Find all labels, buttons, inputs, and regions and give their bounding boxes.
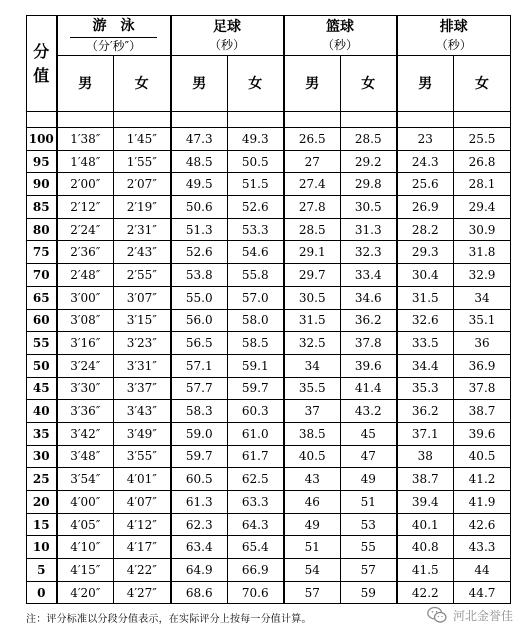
value-cell: 59.1 (228, 354, 284, 377)
score-cell: 30 (27, 445, 57, 468)
value-cell: 37.1 (397, 422, 454, 445)
value-cell: 2′43″ (114, 241, 171, 264)
value-cell: 58.3 (171, 400, 228, 423)
value-cell: 35.1 (454, 309, 511, 332)
score-cell: 90 (27, 173, 57, 196)
value-cell: 37.8 (341, 332, 397, 355)
value-cell: 4′17″ (114, 536, 171, 559)
swimming-title: 游 泳 (92, 18, 135, 34)
score-header (27, 16, 57, 112)
value-cell: 65.4 (228, 536, 284, 559)
score-cell: 95 (27, 150, 57, 173)
value-cell: 26.8 (454, 150, 511, 173)
value-cell: 59.0 (171, 422, 228, 445)
value-cell: 30.5 (284, 286, 341, 309)
value-cell: 63.4 (171, 536, 228, 559)
value-cell: 57.0 (228, 286, 284, 309)
value-cell: 43.3 (454, 536, 511, 559)
value-cell: 41.9 (454, 491, 511, 514)
value-cell: 3′24″ (57, 354, 114, 377)
value-cell: 58.0 (228, 309, 284, 332)
value-cell: 25.5 (454, 128, 511, 151)
swimming-male-header: 男 (57, 56, 114, 112)
header-row-sports (27, 16, 511, 56)
value-cell: 2′24″ (57, 218, 114, 241)
value-cell: 1′38″ (57, 128, 114, 151)
value-cell: 4′20″ (57, 581, 114, 604)
value-cell: 34 (454, 286, 511, 309)
value-cell: 66.9 (228, 559, 284, 582)
value-cell: 48.5 (171, 150, 228, 173)
football-header (171, 16, 284, 56)
value-cell: 57.1 (171, 354, 228, 377)
value-cell: 3′00″ (57, 286, 114, 309)
value-cell: 27.4 (284, 173, 341, 196)
value-cell: 3′30″ (57, 377, 114, 400)
value-cell: 57.7 (171, 377, 228, 400)
value-cell: 4′05″ (57, 513, 114, 536)
swimming-header (57, 16, 171, 56)
swimming-female-header: 女 (114, 56, 171, 112)
value-cell: 4′10″ (57, 536, 114, 559)
table-row (27, 128, 511, 151)
value-cell: 54.6 (228, 241, 284, 264)
table-row (27, 513, 511, 536)
value-cell: 49 (284, 513, 341, 536)
value-cell: 46 (284, 491, 341, 514)
value-cell: 26.5 (284, 128, 341, 151)
value-cell: 1′48″ (57, 150, 114, 173)
value-cell: 49 (341, 468, 397, 491)
value-cell: 49.3 (228, 128, 284, 151)
value-cell: 49.5 (171, 173, 228, 196)
score-cell: 55 (27, 332, 57, 355)
value-cell: 29.2 (341, 150, 397, 173)
value-cell: 59.7 (171, 445, 228, 468)
value-cell: 51 (284, 536, 341, 559)
value-cell: 36 (454, 332, 511, 355)
score-cell: 5 (27, 559, 57, 582)
score-cell: 10 (27, 536, 57, 559)
value-cell: 54 (284, 559, 341, 582)
spacer-row (27, 112, 511, 128)
value-cell: 2′31″ (114, 218, 171, 241)
value-cell: 51.5 (228, 173, 284, 196)
value-cell: 55.8 (228, 264, 284, 287)
value-cell: 59 (341, 581, 397, 604)
table-row (27, 196, 511, 219)
value-cell: 43 (284, 468, 341, 491)
value-cell: 34.6 (341, 286, 397, 309)
volleyball-header (397, 16, 511, 56)
table-row (27, 491, 511, 514)
wechat-logo-icon (426, 604, 448, 626)
value-cell: 57 (284, 581, 341, 604)
value-cell: 38.5 (284, 422, 341, 445)
value-cell: 42.2 (397, 581, 454, 604)
value-cell: 4′22″ (114, 559, 171, 582)
value-cell: 32.9 (454, 264, 511, 287)
value-cell: 38.7 (454, 400, 511, 423)
value-cell: 3′37″ (114, 377, 171, 400)
value-cell: 3′43″ (114, 400, 171, 423)
value-cell: 35.3 (397, 377, 454, 400)
score-cell: 100 (27, 128, 57, 151)
value-cell: 62.5 (228, 468, 284, 491)
score-cell: 75 (27, 241, 57, 264)
value-cell: 57 (341, 559, 397, 582)
value-cell: 40.5 (454, 445, 511, 468)
table-row (27, 536, 511, 559)
value-cell: 31.3 (341, 218, 397, 241)
value-cell: 47 (341, 445, 397, 468)
value-cell: 3′31″ (114, 354, 171, 377)
value-cell: 40.1 (397, 513, 454, 536)
value-cell: 30.5 (341, 196, 397, 219)
table-row (27, 354, 511, 377)
value-cell: 53.8 (171, 264, 228, 287)
value-cell: 4′15″ (57, 559, 114, 582)
value-cell: 29.8 (341, 173, 397, 196)
value-cell: 34 (284, 354, 341, 377)
value-cell: 55 (341, 536, 397, 559)
value-cell: 70.6 (228, 581, 284, 604)
value-cell: 3′48″ (57, 445, 114, 468)
score-cell: 80 (27, 218, 57, 241)
value-cell: 30.4 (397, 264, 454, 287)
basketball-unit: （秒） (322, 38, 359, 52)
value-cell: 58.5 (228, 332, 284, 355)
table-row (27, 445, 511, 468)
value-cell: 3′55″ (114, 445, 171, 468)
value-cell: 61.3 (171, 491, 228, 514)
value-cell: 52.6 (228, 196, 284, 219)
table-row (27, 468, 511, 491)
score-cell: 85 (27, 196, 57, 219)
volleyball-female-header: 女 (454, 56, 511, 112)
value-cell: 44 (454, 559, 511, 582)
value-cell: 32.6 (397, 309, 454, 332)
table-row (27, 241, 511, 264)
score-cell: 50 (27, 354, 57, 377)
score-cell: 25 (27, 468, 57, 491)
table-row (27, 422, 511, 445)
value-cell: 53.3 (228, 218, 284, 241)
value-cell: 50.5 (228, 150, 284, 173)
watermark (426, 603, 513, 627)
value-cell: 60.3 (228, 400, 284, 423)
value-cell: 31.5 (397, 286, 454, 309)
value-cell: 28.2 (397, 218, 454, 241)
basketball-female-header: 女 (341, 56, 397, 112)
value-cell: 41.2 (454, 468, 511, 491)
value-cell: 37 (284, 400, 341, 423)
table-row (27, 332, 511, 355)
value-cell: 4′07″ (114, 491, 171, 514)
football-unit: （秒） (209, 38, 246, 52)
value-cell: 68.6 (171, 581, 228, 604)
value-cell: 25.6 (397, 173, 454, 196)
value-cell: 29.3 (397, 241, 454, 264)
value-cell: 2′48″ (57, 264, 114, 287)
value-cell: 30.9 (454, 218, 511, 241)
value-cell: 38 (397, 445, 454, 468)
value-cell: 45 (341, 422, 397, 445)
score-cell: 70 (27, 264, 57, 287)
value-cell: 28.5 (341, 128, 397, 151)
value-cell: 40.5 (284, 445, 341, 468)
score-cell: 40 (27, 400, 57, 423)
table-row (27, 377, 511, 400)
table-row (27, 581, 511, 604)
score-cell: 0 (27, 581, 57, 604)
value-cell: 39.6 (454, 422, 511, 445)
value-cell: 44.7 (454, 581, 511, 604)
value-cell: 29.1 (284, 241, 341, 264)
value-cell: 56.0 (171, 309, 228, 332)
value-cell: 50.6 (171, 196, 228, 219)
value-cell: 43.2 (341, 400, 397, 423)
value-cell: 63.3 (228, 491, 284, 514)
value-cell: 36.2 (397, 400, 454, 423)
value-cell: 27 (284, 150, 341, 173)
volleyball-male-header: 男 (397, 56, 454, 112)
swimming-unit: （分′秒″） (70, 37, 157, 52)
value-cell: 41.4 (341, 377, 397, 400)
value-cell: 34.4 (397, 354, 454, 377)
value-cell: 55.0 (171, 286, 228, 309)
value-cell: 37.8 (454, 377, 511, 400)
value-cell: 3′15″ (114, 309, 171, 332)
value-cell: 32.5 (284, 332, 341, 355)
value-cell: 47.3 (171, 128, 228, 151)
value-cell: 23 (397, 128, 454, 151)
table-row (27, 559, 511, 582)
value-cell: 26.9 (397, 196, 454, 219)
volleyball-title: 排球 (439, 19, 468, 35)
value-cell: 60.5 (171, 468, 228, 491)
score-table (26, 15, 511, 604)
footer-note: 注：评分标准以分段分值表示，在实际评分上按每一分值计算。 (26, 614, 312, 625)
value-cell: 4′27″ (114, 581, 171, 604)
value-cell: 38.7 (397, 468, 454, 491)
value-cell: 24.3 (397, 150, 454, 173)
basketball-header (284, 16, 397, 56)
value-cell: 39.4 (397, 491, 454, 514)
value-cell: 4′00″ (57, 491, 114, 514)
value-cell: 36.9 (454, 354, 511, 377)
value-cell: 3′08″ (57, 309, 114, 332)
value-cell: 29.4 (454, 196, 511, 219)
basketball-male-header: 男 (284, 56, 341, 112)
value-cell: 2′55″ (114, 264, 171, 287)
value-cell: 42.6 (454, 513, 511, 536)
value-cell: 1′45″ (114, 128, 171, 151)
value-cell: 35.5 (284, 377, 341, 400)
value-cell: 28.5 (284, 218, 341, 241)
score-cell: 65 (27, 286, 57, 309)
value-cell: 3′42″ (57, 422, 114, 445)
football-title: 足球 (213, 19, 241, 35)
value-cell: 51.3 (171, 218, 228, 241)
score-cell: 20 (27, 491, 57, 514)
value-cell: 52.6 (171, 241, 228, 264)
value-cell: 27.8 (284, 196, 341, 219)
table-row (27, 218, 511, 241)
value-cell: 2′00″ (57, 173, 114, 196)
value-cell: 56.5 (171, 332, 228, 355)
value-cell: 31.5 (284, 309, 341, 332)
value-cell: 3′54″ (57, 468, 114, 491)
value-cell: 33.4 (341, 264, 397, 287)
value-cell: 51 (341, 491, 397, 514)
value-cell: 61.7 (228, 445, 284, 468)
value-cell: 59.7 (228, 377, 284, 400)
football-female-header: 女 (228, 56, 284, 112)
volleyball-unit: （秒） (435, 38, 472, 52)
value-cell: 32.3 (341, 241, 397, 264)
value-cell: 3′16″ (57, 332, 114, 355)
score-header-label: 分值 (33, 41, 50, 85)
value-cell: 64.3 (228, 513, 284, 536)
score-cell: 60 (27, 309, 57, 332)
score-cell: 45 (27, 377, 57, 400)
table-row (27, 264, 511, 287)
score-cell: 35 (27, 422, 57, 445)
table-row (27, 286, 511, 309)
value-cell: 53 (341, 513, 397, 536)
value-cell: 4′01″ (114, 468, 171, 491)
table-row (27, 150, 511, 173)
watermark-text: 河北金誉佳 (452, 608, 513, 623)
value-cell: 2′12″ (57, 196, 114, 219)
value-cell: 3′23″ (114, 332, 171, 355)
value-cell: 3′36″ (57, 400, 114, 423)
table-row (27, 309, 511, 332)
value-cell: 28.1 (454, 173, 511, 196)
basketball-title: 篮球 (326, 19, 355, 35)
header-row-gender (27, 56, 511, 112)
value-cell: 29.7 (284, 264, 341, 287)
value-cell: 36.2 (341, 309, 397, 332)
value-cell: 40.8 (397, 536, 454, 559)
table-row (27, 173, 511, 196)
value-cell: 39.6 (341, 354, 397, 377)
value-cell: 1′55″ (114, 150, 171, 173)
table-row (27, 400, 511, 423)
value-cell: 64.9 (171, 559, 228, 582)
value-cell: 3′49″ (114, 422, 171, 445)
value-cell: 3′07″ (114, 286, 171, 309)
value-cell: 4′12″ (114, 513, 171, 536)
value-cell: 2′36″ (57, 241, 114, 264)
value-cell: 2′07″ (114, 173, 171, 196)
value-cell: 33.5 (397, 332, 454, 355)
value-cell: 62.3 (171, 513, 228, 536)
football-male-header: 男 (171, 56, 228, 112)
value-cell: 2′19″ (114, 196, 171, 219)
value-cell: 41.5 (397, 559, 454, 582)
value-cell: 31.8 (454, 241, 511, 264)
score-cell: 15 (27, 513, 57, 536)
value-cell: 61.0 (228, 422, 284, 445)
